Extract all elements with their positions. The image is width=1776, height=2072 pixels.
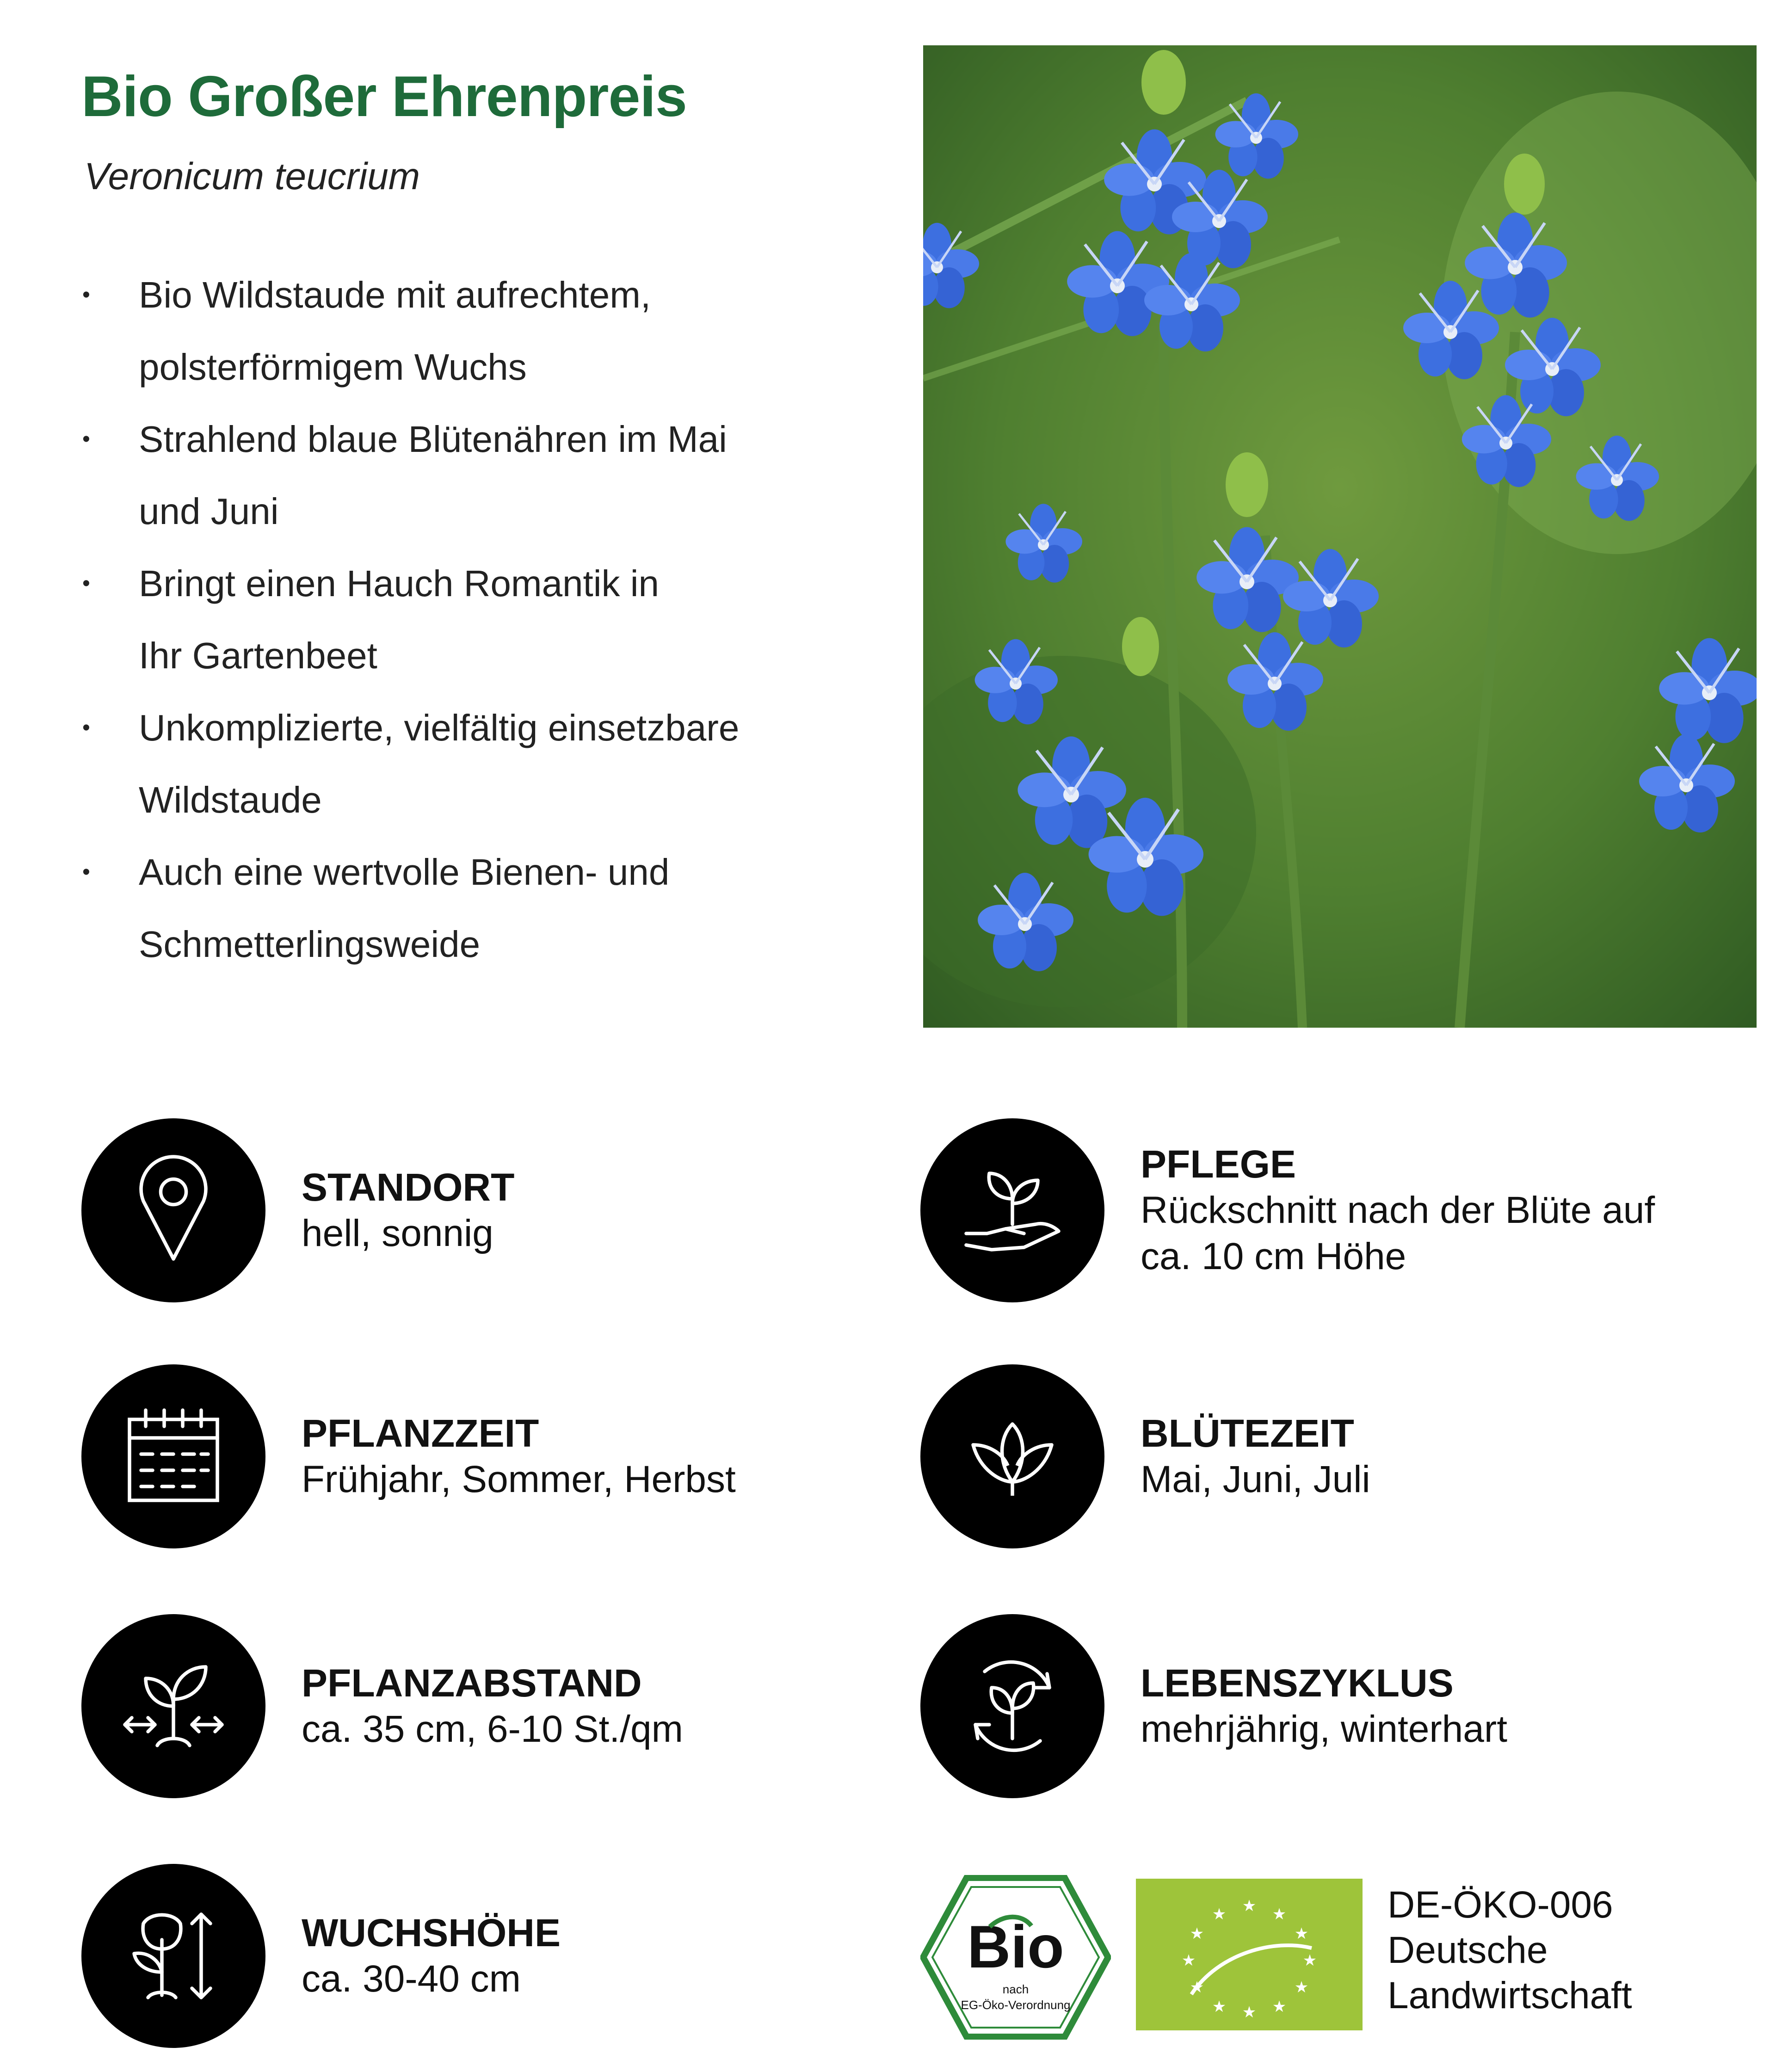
- info-pflege: [920, 1118, 1655, 1302]
- bullet-icon: •: [82, 427, 90, 451]
- cert-line: Landwirtschaft: [1388, 1974, 1632, 2016]
- info-value: ca. 35 cm, 6-10 St./qm: [302, 1708, 683, 1750]
- cert-code: DE-ÖKO-006: [1388, 1884, 1613, 1926]
- bullet-icon: •: [82, 571, 90, 596]
- bullet-line: Wildstaude: [139, 779, 322, 820]
- bio-seal-text: Bio: [967, 1913, 1064, 1980]
- info-pflanzzeit: [81, 1364, 736, 1548]
- list-item: [81, 548, 868, 692]
- svg-text:★: ★: [1212, 1905, 1227, 1924]
- eu-organic-leaf-logo: [1136, 1879, 1363, 2030]
- plant-spacing-icon: [81, 1614, 265, 1798]
- svg-text:★: ★: [1242, 1897, 1257, 1915]
- product-photo: [923, 45, 1757, 1028]
- bio-seal-sub1: nach: [1002, 1982, 1029, 1996]
- cycle-plant-icon: [920, 1614, 1104, 1798]
- bullet-line: Bringt einen Hauch Romantik in: [139, 563, 660, 604]
- list-item: [81, 403, 868, 548]
- info-value: Mai, Juni, Juli: [1141, 1458, 1370, 1500]
- info-label: STANDORT: [302, 1166, 515, 1209]
- hand-plant-icon: [920, 1118, 1104, 1302]
- info-label: LEBENSZYKLUS: [1141, 1661, 1454, 1705]
- bio-seal-logo: [920, 1875, 1111, 2040]
- bullet-icon: •: [82, 283, 90, 307]
- bullet-line: Strahlend blaue Blütenähren im Mai: [139, 419, 727, 460]
- plant-height-icon: [81, 1864, 265, 2048]
- info-pflanzabstand: [81, 1614, 683, 1798]
- info-value: mehrjährig, winterhart: [1141, 1708, 1507, 1750]
- info-label: PFLANZABSTAND: [302, 1661, 642, 1705]
- svg-text:★: ★: [1181, 1951, 1196, 1970]
- bullet-line: Ihr Gartenbeet: [139, 635, 377, 676]
- info-value: ca. 10 cm Höhe: [1141, 1235, 1406, 1277]
- info-bluetezeit: [920, 1364, 1370, 1548]
- svg-text:★: ★: [1190, 1924, 1204, 1943]
- info-label: PFLEGE: [1141, 1142, 1296, 1186]
- svg-text:★: ★: [1272, 1998, 1287, 2016]
- bullet-line: polsterförmigem Wuchs: [139, 346, 527, 388]
- svg-text:★: ★: [1294, 1924, 1309, 1943]
- cert-line: Deutsche: [1388, 1929, 1548, 1971]
- info-value: Rückschnitt nach der Blüte auf: [1141, 1189, 1655, 1231]
- bullet-line: Unkomplizierte, vielfältig einsetzbare: [139, 707, 740, 748]
- info-value: hell, sonnig: [302, 1212, 493, 1254]
- info-label: WUCHSHÖHE: [302, 1911, 561, 1955]
- info-label: PFLANZZEIT: [302, 1412, 539, 1455]
- info-lebenszyklus: [920, 1614, 1507, 1798]
- list-item: [81, 692, 868, 836]
- bullet-icon: •: [82, 860, 90, 884]
- info-standort: [81, 1118, 514, 1302]
- svg-text:★: ★: [1302, 1951, 1317, 1970]
- bio-seal-sub2: EG-Öko-Verordnung: [961, 1998, 1071, 2012]
- map-pin-icon: [81, 1118, 265, 1302]
- info-value: Frühjahr, Sommer, Herbst: [302, 1458, 736, 1500]
- latin-name: Veronicum teucrium: [84, 155, 420, 197]
- svg-text:★: ★: [1190, 1978, 1204, 1997]
- bullet-line: Schmetterlingsweide: [139, 924, 481, 965]
- svg-text:★: ★: [1294, 1978, 1309, 1997]
- svg-text:★: ★: [1242, 2003, 1257, 2022]
- bullet-line: Bio Wildstaude mit aufrechtem,: [139, 274, 651, 315]
- certification-text: [1388, 1882, 1632, 2018]
- calendar-icon: [81, 1364, 265, 1548]
- svg-text:★: ★: [1212, 1998, 1227, 2016]
- list-item: [81, 259, 868, 403]
- feature-list: [81, 259, 868, 980]
- bullet-line: Auch eine wertvolle Bienen- und: [139, 851, 670, 893]
- info-wuchshoehe: [81, 1864, 561, 2048]
- list-item: [81, 836, 868, 980]
- bullet-icon: •: [82, 715, 90, 740]
- info-value: ca. 30-40 cm: [302, 1958, 521, 2000]
- bullet-line: und Juni: [139, 491, 279, 532]
- lotus-flower-icon: [920, 1364, 1104, 1548]
- svg-text:★: ★: [1272, 1905, 1287, 1924]
- flower-photo-illustration: [923, 45, 1757, 1028]
- product-title: Bio Großer Ehrenpreis: [81, 65, 687, 129]
- info-label: BLÜTEZEIT: [1141, 1412, 1354, 1455]
